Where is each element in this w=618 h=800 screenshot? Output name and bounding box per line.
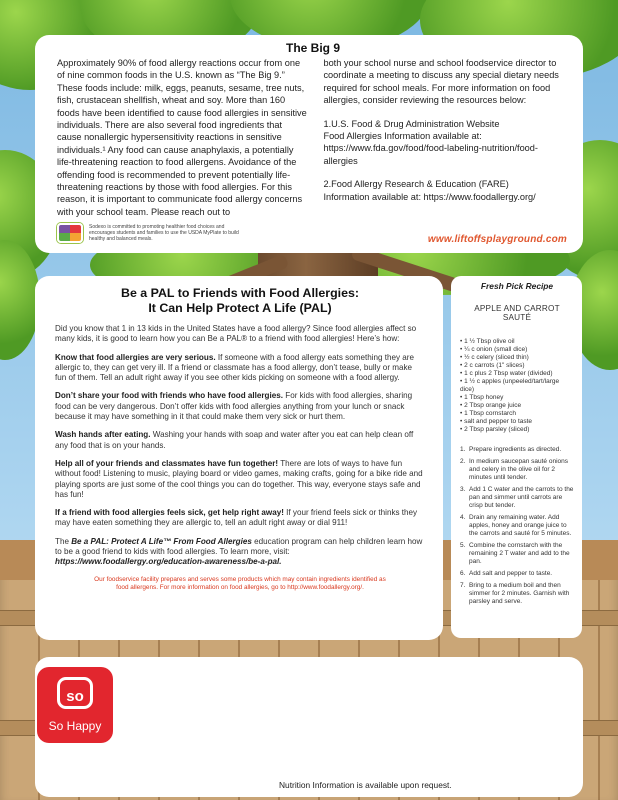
so-happy-logo bbox=[37, 667, 113, 743]
list-item: • salt and pepper to taste bbox=[460, 418, 574, 426]
pal-tip-heading: Help all of your friends and classmates have fun together! bbox=[55, 458, 279, 468]
list-item: 2. In medium saucepan sauté onions and celery in the olive oil for 2 minutes until tender. bbox=[460, 458, 569, 481]
list-item: 4. Drain any remaining water. Add apples, honey and orange juice to the carrots and sauté for 5 minutes. bbox=[460, 514, 572, 537]
brand-name: So Happy bbox=[48, 719, 102, 733]
list-item: 3. Add 1 C water and the carrots to the pan and simmer until carrots are crisp but tender. bbox=[460, 486, 574, 509]
list-item: • 2 c carrots (1" slices) bbox=[460, 362, 574, 370]
pal-tip-text: If someone with a food allergy eats something they are allergic to, they can get very ill. If a friend or classmate has a food allergy, don’t tease, bully or make fun of them. Tell an adult right away if you see other kids picking on someone with a food allergy. bbox=[55, 352, 414, 383]
so-happy-icon: so bbox=[57, 677, 93, 709]
pal-tip-heading: Don’t share your food with friends who have food allergies. bbox=[55, 391, 284, 401]
list-item: • 1 Tbsp honey bbox=[460, 394, 574, 402]
big9-right-intro: both your school nurse and school foodservice director to coordinate a meeting to discuss any special dietary needs required for school meals. For more information on food allergies, consider reviewing the resources below: bbox=[323, 58, 559, 106]
resource-fda bbox=[323, 118, 569, 168]
big9-right-column bbox=[323, 57, 569, 218]
pal-tip-text: If your friend feels sick or thinks they may have eaten something they are allergic to, tell an adult right away or dial 911! bbox=[55, 508, 418, 528]
footer-card bbox=[35, 657, 583, 797]
pal-tip-text: For kids with food allergies, sharing food can be very dangerous. Don’t offer kids with food allergies anything from your lunch or snack because it may have something in it that could make them very sick or hurt them. bbox=[55, 391, 413, 422]
list-item: • ½ c celery (sliced thin) bbox=[460, 354, 574, 362]
pal-program: The Be a PAL: Protect A Life™ From Food Allergies education program can help children learn how to be a good friend to kids with food allergies. To learn more, visit: https://www.foodallergy.org/education-awareness/be-a-pal. bbox=[55, 536, 423, 567]
pal-program-link[interactable]: https://www.foodallergy.org/education-awareness/be-a-pal. bbox=[55, 557, 282, 567]
resource-fda-link[interactable]: https://www.fda.gov/food/food-labeling-nutrition/food-allergies bbox=[323, 143, 538, 166]
allergen-disclaimer: Our foodservice facility prepares and serves some products which may contain ingredients identified as food allergens. For more information on food allergies, go to http://www.foodallergy.org/. bbox=[94, 575, 386, 591]
pal-tip-text: There are lots of ways to have fun without food! Listening to music, playing board or video games, making crafts, going for a bike ride and playing sports are just some of the cool things you can do together. This way, everyone stays safe and has fun! bbox=[55, 458, 423, 499]
pal-body bbox=[55, 324, 425, 568]
pal-intro: Did you know that 1 in 13 kids in the United States have a food allergy? Since food allergies affect so many kids, it is good to learn how you can Be a PAL® to a friend with food allergies! Here’s how: bbox=[55, 324, 417, 344]
recipe-steps bbox=[460, 446, 574, 606]
list-item: 1. Prepare ingredients as directed. bbox=[460, 446, 562, 453]
site-url-link[interactable]: www.liftoffsplayground.com bbox=[427, 234, 567, 245]
list-item: • 2 Tbsp orange juice bbox=[460, 402, 574, 410]
pal-tip-heading: If a friend with food allergies feels sick, get help right away! bbox=[55, 508, 284, 518]
pal-tip-heading: Know that food allergies are very serious. bbox=[55, 352, 216, 362]
big9-card bbox=[35, 35, 583, 253]
ingredient-list bbox=[460, 338, 574, 434]
pal-program-name: Be a PAL: Protect A Life™ From Food Allergies bbox=[71, 536, 252, 546]
resource-fare-link[interactable]: Information available at: https://www.foodallergy.org/ bbox=[323, 191, 536, 202]
pal-title bbox=[55, 286, 425, 316]
resource-fare bbox=[323, 178, 569, 203]
list-item: 5. Combine the cornstarch with the remaining 2 T water and add to the pan. bbox=[460, 542, 570, 565]
myplate-text: Sodexo is committed to promoting healthier food choices and encourages students and families to use the USDA MyPlate to build healthy and balanced meals. bbox=[89, 224, 239, 242]
big9-title: The Big 9 bbox=[285, 41, 340, 55]
list-item: • 1 Tbsp cornstarch bbox=[460, 410, 574, 418]
pal-title-line2: It Can Help Protect A Life (PAL) bbox=[148, 301, 332, 315]
resource-fda-label: Food Allergies Information available at: bbox=[323, 131, 482, 142]
myplate-badge bbox=[57, 223, 249, 243]
list-item: • 1 c plus 2 Tbsp water (divided) bbox=[460, 370, 574, 378]
pal-tip bbox=[55, 391, 425, 422]
pal-title-line1: Be a PAL to Friends with Food Allergies: bbox=[121, 286, 359, 300]
resource-fda-name: 1.U.S. Food & Drug Administration Website bbox=[323, 118, 500, 129]
list-item: 6. Add salt and pepper to taste. bbox=[460, 570, 553, 577]
nutrition-note: Nutrition Information is available upon request. bbox=[279, 780, 452, 790]
pal-tip bbox=[55, 459, 425, 500]
resource-fare-name: 2.Food Allergy Research & Education (FARE) bbox=[323, 179, 509, 190]
myplate-icon bbox=[57, 223, 83, 243]
pal-tip bbox=[55, 430, 425, 451]
pal-tip bbox=[55, 353, 425, 384]
list-item: • 1 ½ Tbsp olive oil bbox=[460, 338, 574, 346]
recipe-name: APPLE AND CARROT SAUTÉ bbox=[474, 304, 560, 322]
recipe-heading: Fresh Pick Recipe bbox=[480, 281, 554, 291]
pal-card bbox=[35, 276, 443, 640]
pal-tip-text: Washing your hands with soap and water after you eat can help clean off any food that is on your hands. bbox=[55, 430, 414, 450]
list-item: 7. Bring to a medium boil and then simmer for 2 minutes. Garnish with parsley and serve. bbox=[460, 582, 570, 605]
pal-tip-heading: Wash hands after eating. bbox=[55, 430, 151, 440]
list-item: • ¼ c onion (small dice) bbox=[460, 346, 574, 354]
recipe-card bbox=[451, 276, 582, 638]
list-item: • 1 ½ c apples (unpeeled/tart/large dice) bbox=[460, 378, 574, 394]
big9-left-text: Approximately 90% of food allergy reactions occur from one of nine common foods in the U.S. known as “The Big 9.” These foods include: milk, eggs, peanuts, sesame, tree nuts, fish, crustacean shellfish, wheat and soy. More than 160 foods have been identified to cause food allergies in sensitive individuals. There are also several food ingredients that cause nonallergic hypersensitivity reactions in sensitive individuals.¹ Any food can cause anaphylaxis, a potentially life-threatening reaction to food allergens. Avoidance of the offending food is recommended to prevent potentially life-threatening reactions by those with food allergies. For this reason, it is important to communicate food allergy concerns with your school team. Please reach out to bbox=[57, 58, 307, 217]
pal-tip bbox=[55, 508, 425, 529]
list-item: • 2 Tbsp parsley (sliced) bbox=[460, 426, 574, 434]
